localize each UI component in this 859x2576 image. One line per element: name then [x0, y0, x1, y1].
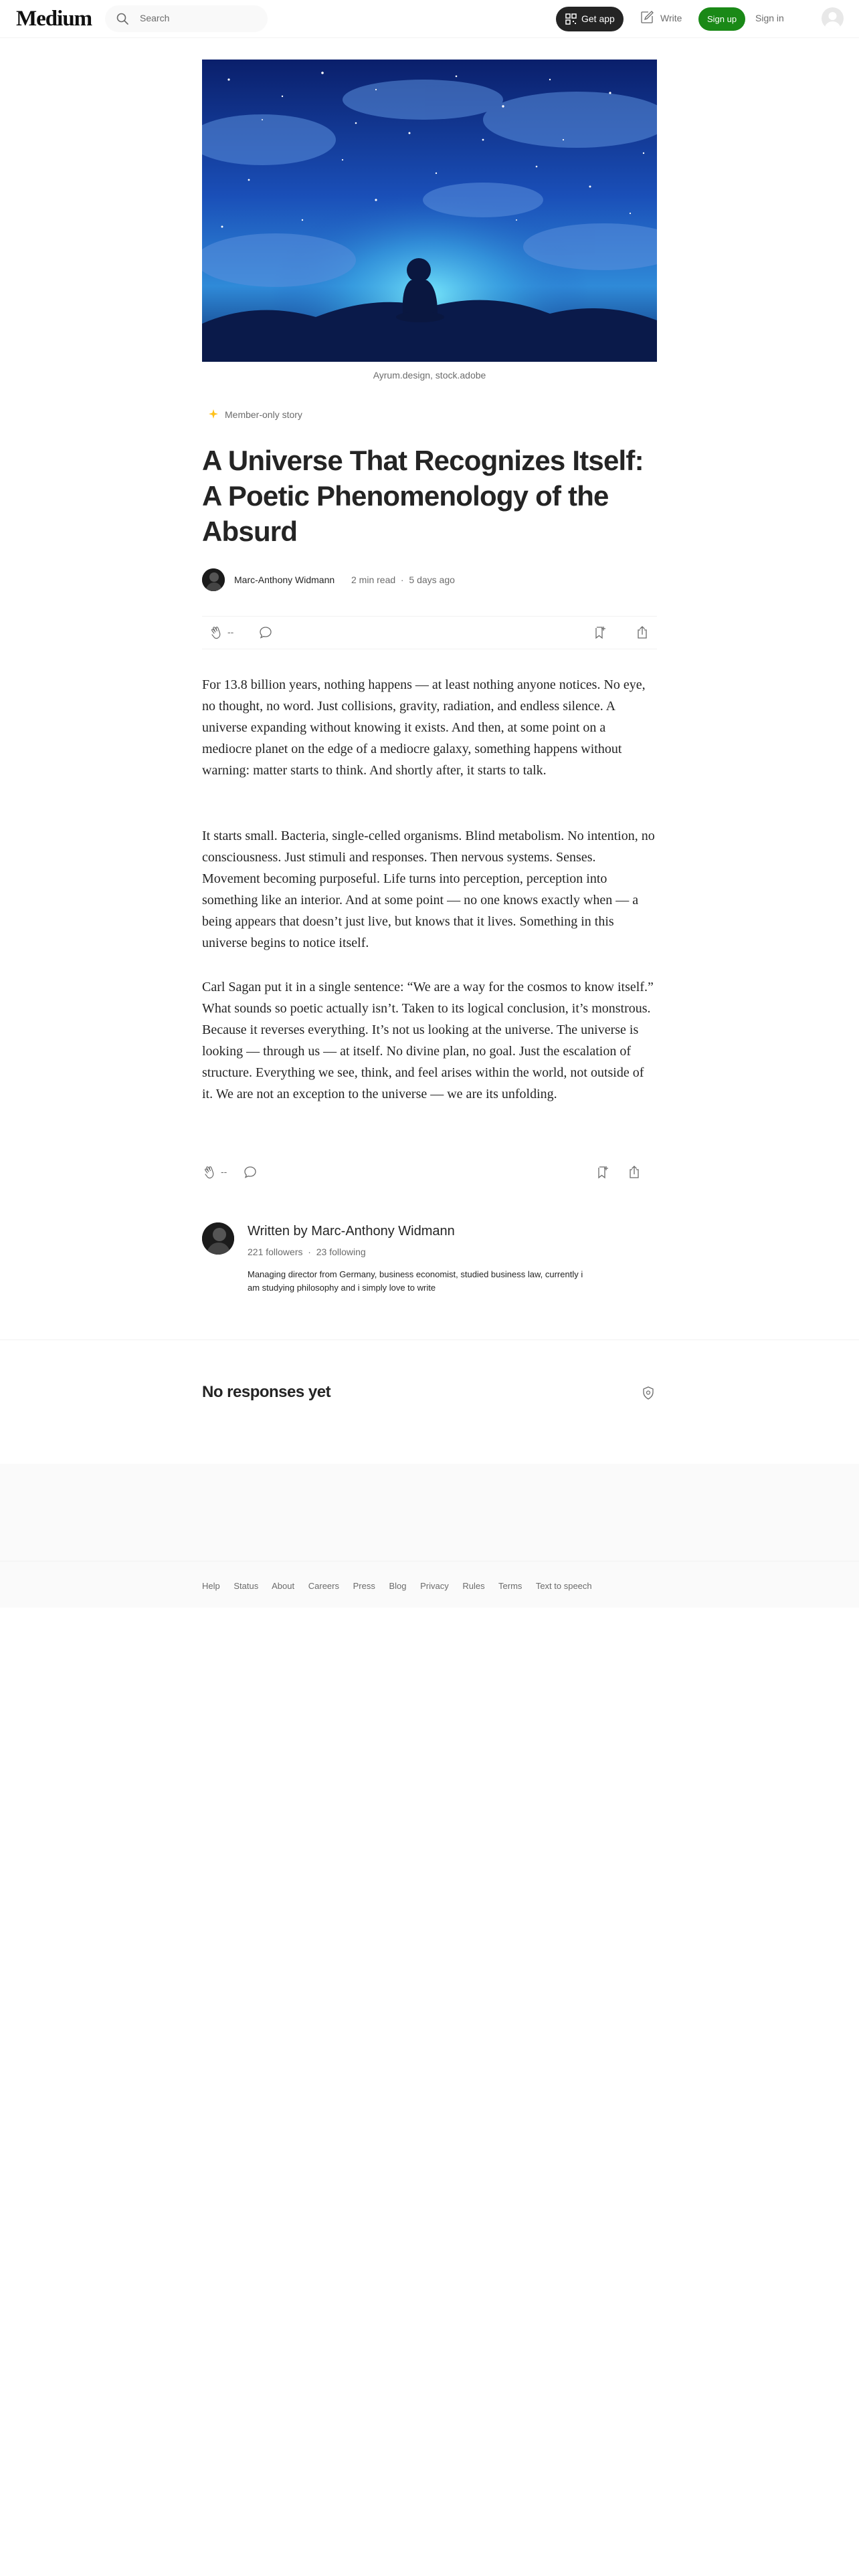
- search-icon: [116, 12, 129, 25]
- bookmark-add-icon[interactable]: [592, 625, 608, 641]
- get-app-label: Get app: [581, 13, 615, 24]
- written-by-heading[interactable]: Written by Marc-Anthony Widmann: [248, 1224, 455, 1239]
- article-paragraph: For 13.8 billion years, nothing happens — at least nothing anyone notices. No eye, no thought, no word. Just collisions, gravity, radiation, and endless silence. A universe expanding without knowing it exists. And then, at some point on a mediocre planet on the edge of a mediocre galaxy, something happens without warning: matter starts to think. And shortly after, it starts to talk.: [202, 677, 646, 778]
- published-date: 5 days ago: [409, 574, 455, 585]
- author-photo: [202, 1222, 234, 1255]
- article-paragraph: Carl Sagan put it in a single sentence: “We are a way for the cosmos to know itself.” What sounds so poetic actually isn’t. Taken to its logical conclusion, it’s monstrous. Because it reverses everything. It’s not us looking at the universe. The universe is looking — through us — at itself. No divine plan, no goal. Just the escalation of structure. Everything we see, think, and feel arises within the world, not outside of it. We are not an exception to the universe — we are its unfolding.: [202, 980, 654, 1101]
- read-time: 2 min read: [351, 574, 396, 585]
- clap-icon[interactable]: [209, 625, 225, 641]
- author-card: [202, 1222, 657, 1296]
- star-icon: [209, 409, 218, 419]
- bookmark-add-icon[interactable]: [595, 1164, 611, 1180]
- top-bar: [0, 0, 859, 38]
- action-bar-top: [202, 616, 657, 649]
- section-divider: [0, 1339, 859, 1340]
- get-app-button[interactable]: [556, 7, 624, 31]
- author-name-link[interactable]: Marc-Anthony Widmann: [234, 574, 335, 585]
- share-icon[interactable]: [626, 1164, 642, 1180]
- author-avatar-large[interactable]: [202, 1222, 234, 1255]
- byline: [202, 568, 657, 593]
- footer-link-terms[interactable]: Terms: [498, 1581, 522, 1591]
- footer-link-press[interactable]: Press: [353, 1581, 375, 1591]
- footer-link-about[interactable]: About: [272, 1581, 295, 1591]
- author-avatar[interactable]: [202, 568, 225, 591]
- image-caption: Ayrum.design, stock.adobe: [373, 370, 486, 381]
- starry-night-illustration: [202, 60, 657, 362]
- sign-up-button[interactable]: Sign up: [698, 7, 745, 31]
- comment-icon[interactable]: [242, 1164, 258, 1180]
- follow-stats: 221 followers · 23 following: [248, 1247, 366, 1257]
- write-button[interactable]: [639, 9, 686, 28]
- footer-link-rules[interactable]: Rules: [462, 1581, 485, 1591]
- footer-divider: [0, 1561, 859, 1562]
- author-photo: [202, 568, 225, 591]
- hero-image: [202, 60, 657, 362]
- clap-icon[interactable]: [202, 1164, 218, 1180]
- search-placeholder: Search: [140, 13, 170, 23]
- shield-icon[interactable]: [641, 1386, 656, 1400]
- author-bio: Managing director from Germany, business economist, studied business law, currently i am studying philosophy and i simply love to write: [248, 1269, 583, 1293]
- followers-link[interactable]: 221 followers: [248, 1247, 303, 1257]
- medium-logo[interactable]: Medium: [16, 7, 92, 31]
- clap-count: --: [221, 1166, 227, 1177]
- share-icon[interactable]: [634, 625, 650, 641]
- search-input[interactable]: [105, 5, 268, 32]
- member-only-label: Member-only story: [225, 409, 302, 420]
- user-silhouette-icon: [822, 7, 844, 29]
- footer-link-blog[interactable]: Blog: [389, 1581, 407, 1591]
- user-avatar[interactable]: [822, 7, 844, 29]
- footer-link-text-to-speech[interactable]: Text to speech: [535, 1581, 592, 1591]
- comment-icon[interactable]: [258, 625, 274, 641]
- footer-link-status[interactable]: Status: [233, 1581, 259, 1591]
- footer-link-privacy[interactable]: Privacy: [420, 1581, 449, 1591]
- action-bar-bottom: [202, 1156, 657, 1189]
- article-meta: 2 min read · 5 days ago: [351, 574, 455, 585]
- footer-link-careers[interactable]: Careers: [308, 1581, 339, 1591]
- responses-heading: No responses yet: [202, 1383, 331, 1401]
- clap-count: --: [227, 627, 234, 637]
- write-label: Write: [660, 13, 682, 23]
- following-link[interactable]: 23 following: [316, 1247, 366, 1257]
- footer-link-help[interactable]: Help: [202, 1581, 220, 1591]
- footer-links: [202, 1581, 603, 1591]
- qr-code-icon: [565, 13, 577, 25]
- sign-in-link[interactable]: Sign in: [755, 13, 784, 23]
- article-title: A Universe That Recognizes Itself: A Poetic Phenomenology of the Absurd: [202, 445, 644, 547]
- write-icon: [639, 9, 655, 25]
- article-paragraph: It starts small. Bacteria, single-celled organisms. Blind metabolism. No intention, no consciousness. Just stimuli and responses. Then nervous systems. Senses. Movement becoming purposeful. Life turns into perception, perception into something like an interior. And at some point — no one knows exactly when — a being appears that doesn’t just live, but knows that it lives. Something in this universe begins to notice itself.: [202, 829, 655, 950]
